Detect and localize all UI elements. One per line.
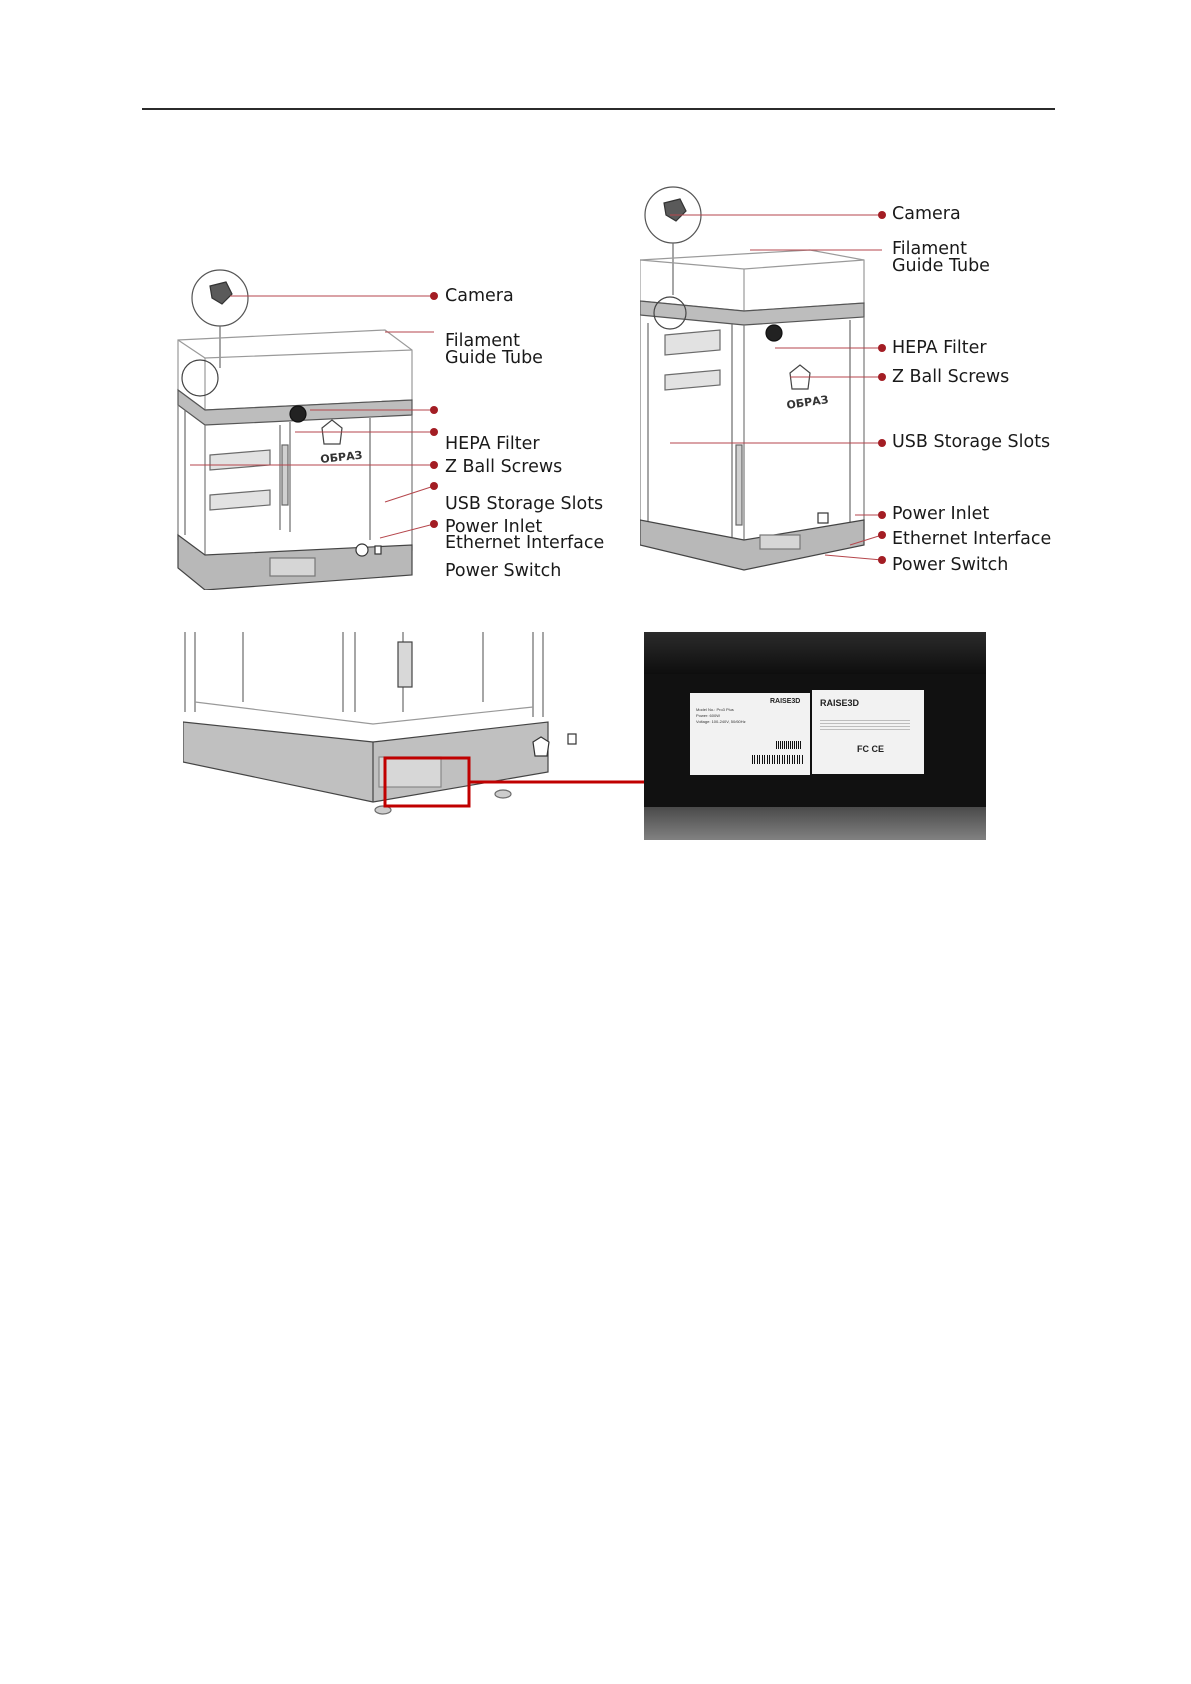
label-ethernet-interface: Ethernet Interface bbox=[445, 533, 605, 553]
brand-mark-text: ОБРАЗ bbox=[785, 393, 830, 412]
label-spec-line: Voltage: 100-240V, 50/60Hz bbox=[696, 719, 746, 724]
label-filament-guide-tube: Filament Guide Tube bbox=[892, 239, 990, 276]
header-rule bbox=[142, 108, 1055, 110]
label-spec-line: Model No.: Pro3 Plus bbox=[696, 707, 734, 712]
photo-floor bbox=[644, 807, 986, 840]
brand-mark-text: ОБРАЗ bbox=[319, 448, 364, 466]
barcode-large bbox=[752, 755, 804, 764]
label-power-inlet: Power Inlet bbox=[892, 504, 990, 524]
label-z-ball-screws: Z Ball Screws bbox=[445, 457, 563, 477]
cert-label-right bbox=[812, 690, 924, 774]
label-power-switch: Power Switch bbox=[892, 555, 1009, 575]
label-camera: Camera bbox=[892, 204, 961, 224]
label-usb-storage-slots: USB Storage Slots bbox=[445, 494, 604, 514]
cert-fine-print bbox=[820, 720, 910, 732]
barcode-small bbox=[776, 741, 802, 749]
callouts-right bbox=[660, 200, 900, 580]
label-photo bbox=[644, 632, 986, 840]
spec-label-left bbox=[690, 693, 810, 775]
label-hepa-filter: HEPA Filter bbox=[892, 338, 987, 358]
label-power-switch: Power Switch bbox=[445, 561, 562, 581]
base-closeup-drawing bbox=[183, 632, 583, 832]
label-camera: Camera bbox=[445, 286, 514, 306]
label-power-inlet: Power Inlet bbox=[445, 517, 543, 537]
label-hepa-filter: HEPA Filter bbox=[445, 434, 540, 454]
cert-brand: RAISE3D bbox=[820, 698, 860, 708]
label-usb-storage-slots: USB Storage Slots bbox=[892, 432, 1051, 452]
callouts-left bbox=[170, 260, 440, 580]
label-brand: RAISE3D bbox=[770, 698, 801, 705]
label-filament-guide-tube: Filament Guide Tube bbox=[445, 331, 543, 368]
label-ethernet-interface: Ethernet Interface bbox=[892, 529, 1052, 549]
photo-top-surface bbox=[644, 632, 986, 674]
cert-marks: FC CE bbox=[857, 744, 884, 754]
label-z-ball-screws: Z Ball Screws bbox=[892, 367, 1010, 387]
label-spec-line: Power: 600W bbox=[696, 713, 721, 718]
